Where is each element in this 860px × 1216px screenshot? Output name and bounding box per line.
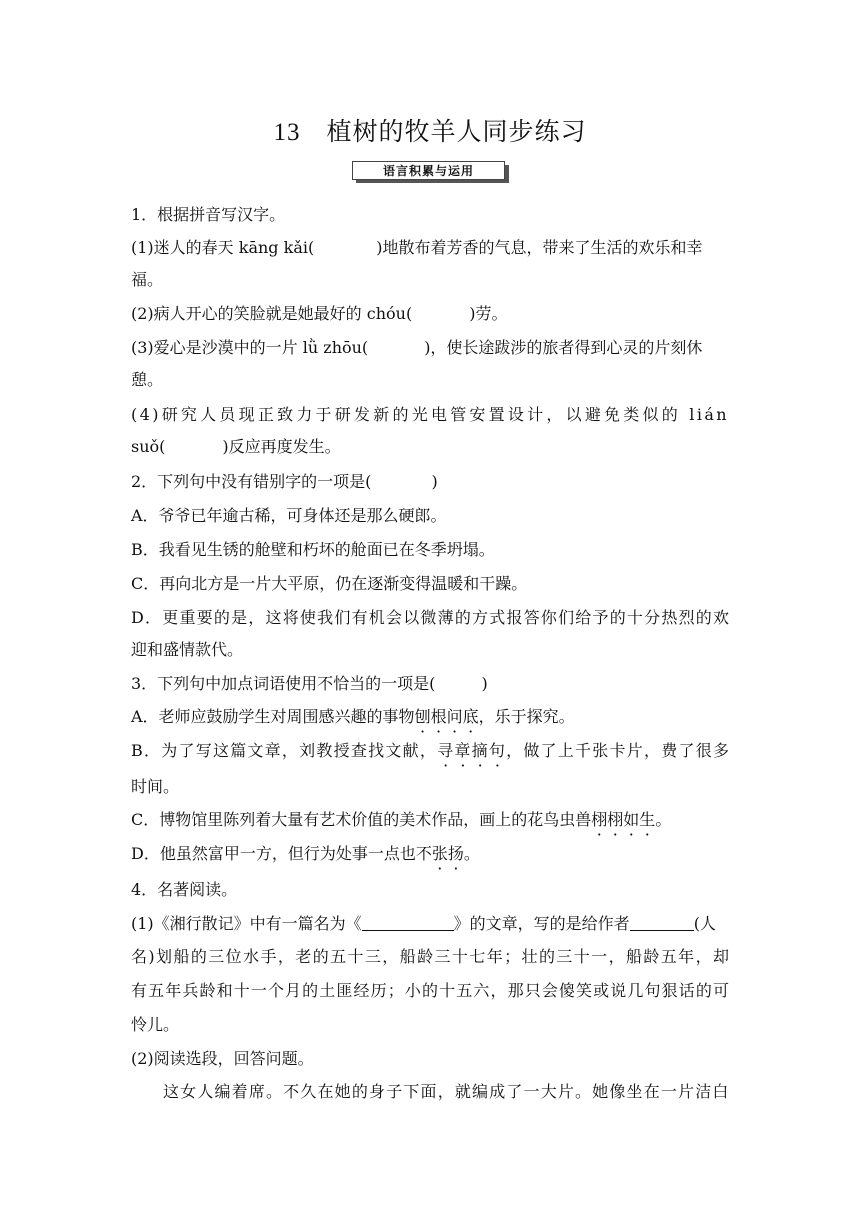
q3-a-text: A．老师应鼓励学生对周围感兴趣的事物 bbox=[131, 707, 415, 726]
dotted-char: 根 bbox=[430, 707, 447, 726]
q3-option-b-line2: 时间。 bbox=[131, 777, 180, 796]
q2-option-d-line1: D．更重要的是，这将使我们有机会以微薄的方式报答你们给予的十分热烈的欢 bbox=[131, 608, 729, 627]
q4-stem: 4．名著阅读。 bbox=[131, 880, 238, 899]
q3-b-text: B．为了写这篇文章，刘教授查找文献， bbox=[131, 741, 438, 760]
dotted-char: 栩 bbox=[607, 810, 624, 829]
banner-label: 语言积累与运用 bbox=[382, 164, 474, 178]
q2-stem-text: 2．下列句中没有错别字的一项是( bbox=[131, 472, 372, 491]
q3-c-text-post: 。 bbox=[655, 810, 672, 829]
q1-item1-text-b: )地散布着芳香的气息，带来了生活的欢乐和幸 bbox=[376, 238, 703, 257]
lesson-title: 植树的牧羊人同步练习 bbox=[326, 117, 587, 146]
q2-stem-close: ) bbox=[431, 472, 438, 491]
q3-a-dotted-words bbox=[415, 707, 479, 726]
q3-b-text-post: ，做了上千张卡片，费了很多 bbox=[506, 741, 729, 760]
dotted-char: 底 bbox=[462, 707, 479, 726]
q4-p1-text-c: (人 bbox=[693, 914, 716, 933]
lesson-number: 13 bbox=[273, 119, 301, 146]
dotted-char: 摘 bbox=[471, 741, 489, 760]
q1-item3-text-b: )，使长途跋涉的旅者得到心灵的片刻休 bbox=[424, 338, 703, 357]
q3-d-dotted-words bbox=[432, 844, 464, 863]
q1-item2-text-a: (2)病人开心的笑脸就是她最好的 chóu( bbox=[131, 304, 413, 323]
q3-stem-close: ) bbox=[481, 674, 488, 693]
q3-option-b-line1 bbox=[131, 740, 729, 762]
q1-item3-text-a: (3)爱心是沙漠中的一片 lǜ zhōu( bbox=[131, 338, 369, 357]
q1-item2-text-b: )劳。 bbox=[469, 304, 508, 323]
q3-c-text: C．博物馆里陈列着大量有艺术价值的美术作品，画上的花鸟虫兽 bbox=[131, 810, 592, 829]
q3-option-a bbox=[131, 706, 729, 728]
dotted-char: 句 bbox=[488, 741, 507, 760]
page-title bbox=[0, 112, 860, 148]
q1-item4-line1: (4)研究人员现正致力于研发新的光电管安置设计，以避免类似的 lián bbox=[131, 405, 729, 424]
q1-item2 bbox=[131, 303, 729, 325]
reading-passage-line1: 这女人编着席。不久在她的身子下面，就编成了一大片。她像坐在一片洁白 bbox=[163, 1082, 729, 1101]
q1-item3-line1 bbox=[131, 337, 729, 359]
q3-stem-text: 3．下列句中加点词语使用不恰当的一项是( bbox=[131, 674, 436, 693]
q4-part1-line2: 名)划船的三位水手，老的五十三，船龄三十七年；壮的三十一，船龄五年，却 bbox=[131, 947, 729, 966]
dotted-char: 寻 bbox=[437, 741, 455, 760]
q1-item1-text-a: (1)迷人的春天 kāng kǎi( bbox=[131, 238, 315, 257]
q1-item4-line2 bbox=[131, 436, 729, 458]
q4-part1-line1 bbox=[131, 913, 729, 935]
q1-item4-text-c: )反应再度发生。 bbox=[222, 437, 341, 456]
q2-option-a: A．爷爷已年逾古稀，可身体还是那么硬郎。 bbox=[131, 506, 447, 525]
dotted-char: 如 bbox=[623, 810, 640, 829]
q2-option-d-line2: 迎和盛情款代。 bbox=[131, 640, 244, 659]
dotted-char: 生 bbox=[639, 810, 656, 829]
answer-blank-underline[interactable] bbox=[630, 914, 694, 931]
dotted-char: 栩 bbox=[591, 810, 608, 829]
q2-stem bbox=[131, 471, 729, 493]
dotted-char: 刨 bbox=[414, 707, 431, 726]
q2-option-b: B．我看见生锈的舱壁和朽坏的舱面已在冬季坍塌。 bbox=[131, 540, 495, 559]
q4-part1-line3: 有五年兵龄和十一个月的土匪经历；小的十五六，那只会傻笑或说几句狠话的可 bbox=[131, 981, 729, 1000]
q1-item1-line2: 福。 bbox=[131, 270, 164, 289]
q3-b-dotted-words bbox=[437, 741, 506, 760]
dotted-char: 章 bbox=[454, 741, 472, 760]
section-banner bbox=[352, 161, 507, 182]
q4-part1-line4: 怜儿。 bbox=[131, 1015, 180, 1034]
answer-blank-underline[interactable] bbox=[362, 914, 454, 931]
q3-option-c bbox=[131, 809, 729, 831]
dotted-char: 扬 bbox=[447, 844, 464, 863]
q3-option-d bbox=[131, 843, 729, 865]
q3-stem bbox=[131, 673, 729, 695]
dotted-char: 问 bbox=[446, 707, 463, 726]
q3-d-text-post: 。 bbox=[463, 844, 480, 863]
q3-a-text-post: ，乐于探究。 bbox=[478, 707, 575, 726]
q1-item1-line1 bbox=[131, 237, 729, 259]
q2-option-c: C．再向北方是一片大平原，仍在逐渐变得温暖和干躁。 bbox=[131, 574, 528, 593]
q1-stem: 1．根据拼音写汉字。 bbox=[131, 205, 286, 224]
q4-p1-text-a: (1)《湘行散记》中有一篇名为《 bbox=[131, 914, 362, 933]
q3-d-text: D．他虽然富甲一方，但行为处事一点也不 bbox=[131, 844, 432, 863]
q3-c-dotted-words bbox=[591, 810, 655, 829]
q1-item3-line2: 憩。 bbox=[131, 370, 164, 389]
q4-part2-stem: (2)阅读选段，回答问题。 bbox=[131, 1049, 314, 1068]
dotted-char: 张 bbox=[431, 844, 448, 863]
q1-item4-text-b: suǒ( bbox=[131, 437, 166, 456]
q4-p1-text-b: 》的文章，写的是给作者 bbox=[453, 914, 630, 933]
